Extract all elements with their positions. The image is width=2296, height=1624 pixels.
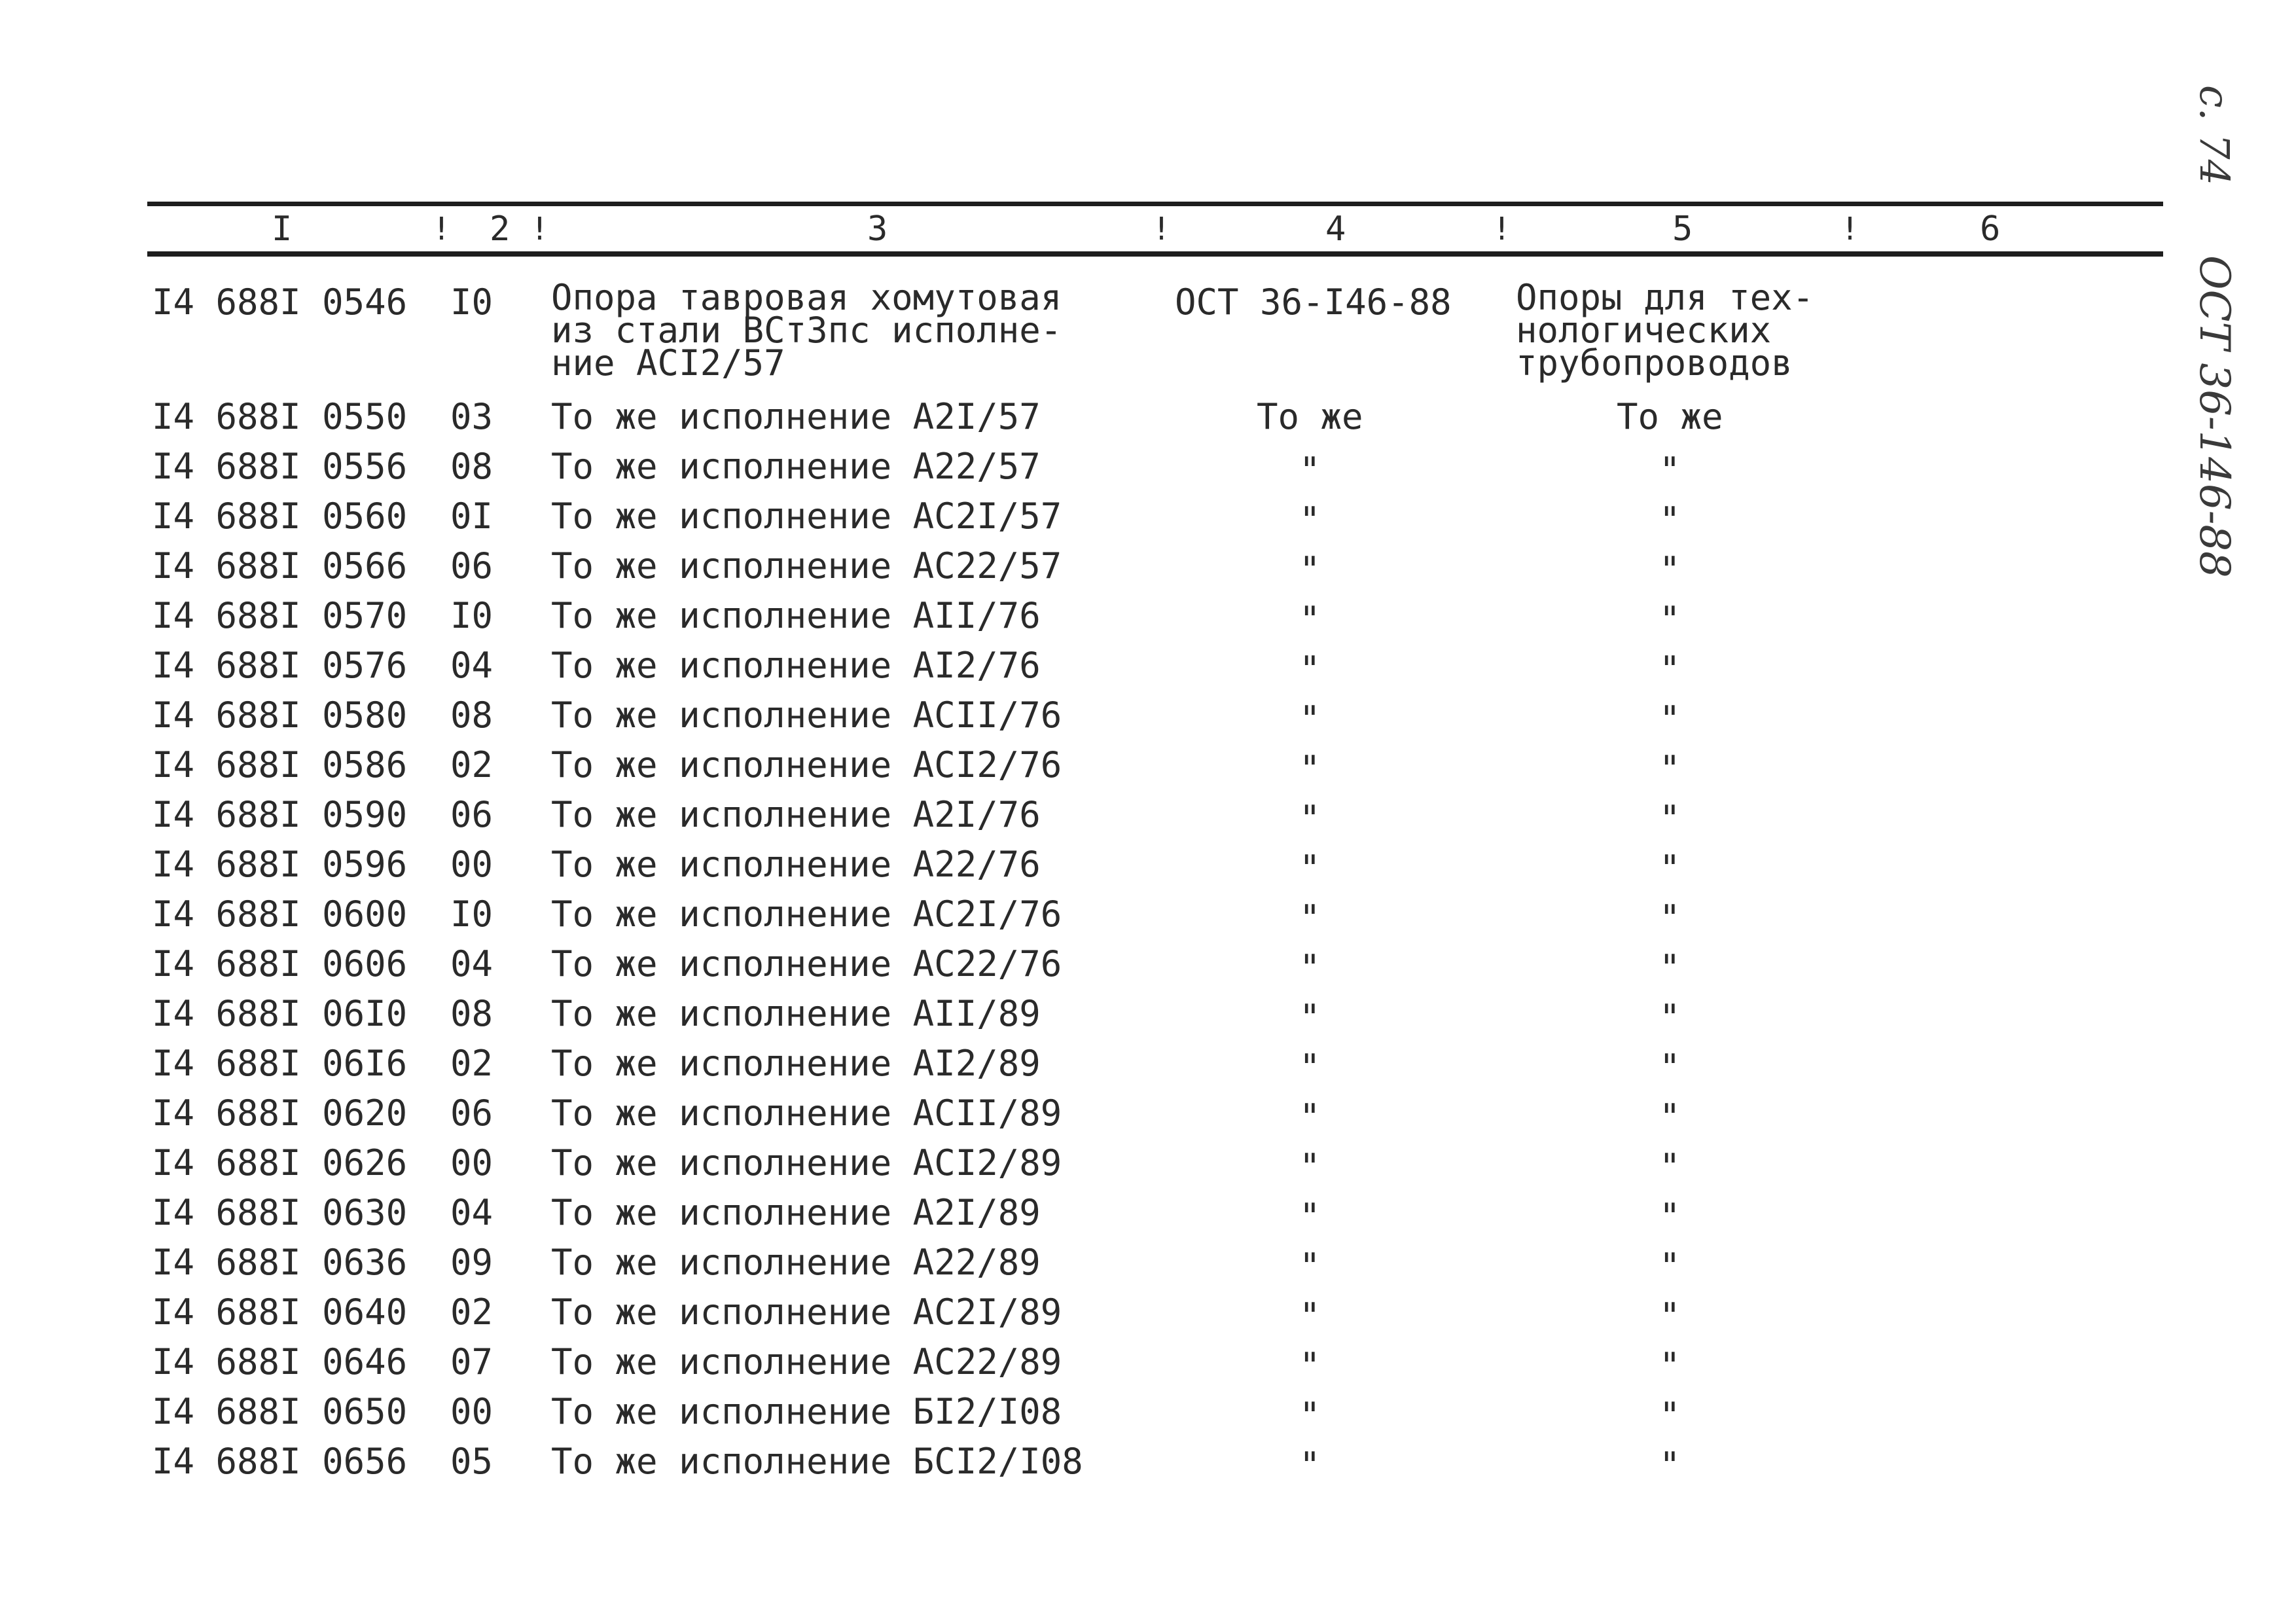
row-code: I4 688I 0650 <box>152 1391 408 1432</box>
row-name: То же исполнение АII/76 <box>551 595 1041 636</box>
row-check-digits: I0 <box>450 595 493 636</box>
row-name: То же исполнение БI2/I08 <box>551 1391 1062 1432</box>
table-row <box>0 1242 2296 1291</box>
row-check-digits: 02 <box>450 1043 493 1084</box>
row-group-ditto: " <box>1659 698 1681 740</box>
row-group-ditto: " <box>1659 1445 1681 1486</box>
table-row <box>0 1142 2296 1192</box>
row-name: То же исполнение А22/57 <box>551 446 1041 487</box>
row-name: То же исполнение АII/89 <box>551 993 1041 1034</box>
row-group-ditto: " <box>1659 1246 1681 1287</box>
row-name: То же исполнение А22/89 <box>551 1242 1041 1283</box>
header-col-2: 2 <box>490 209 511 249</box>
row-group-ditto: " <box>1659 1047 1681 1088</box>
row-code: I4 688I 0586 <box>152 744 408 785</box>
row-check-digits: 00 <box>450 1142 493 1183</box>
row-name: То же исполнение АС2I/76 <box>551 893 1062 935</box>
row-standard-ditto: " <box>1299 897 1321 939</box>
row-code: I4 688I 0590 <box>152 794 408 835</box>
row-code: I4 688I 0600 <box>152 893 408 935</box>
row-group-ditto: " <box>1659 1295 1681 1337</box>
row-group-ditto: " <box>1659 1395 1681 1436</box>
row-code: I4 688I 0560 <box>152 496 408 537</box>
row-check-digits: 06 <box>450 794 493 835</box>
page-number-stamp: с. 74 <box>2191 85 2238 186</box>
row-check-digits: I0 <box>450 281 493 323</box>
row-standard-ditto: " <box>1299 1295 1321 1337</box>
row-name: То же исполнение АС2I/57 <box>551 496 1062 537</box>
table-row <box>0 595 2296 645</box>
row-code: I4 688I 0636 <box>152 1242 408 1283</box>
row-group-ditto: " <box>1659 599 1681 640</box>
header-col-4: 4 <box>1325 209 1346 249</box>
row-standard: То же <box>1257 396 1363 437</box>
row-check-digits: 04 <box>450 1192 493 1233</box>
row-code: I4 688I 0656 <box>152 1441 408 1482</box>
row-code: I4 688I 0580 <box>152 695 408 736</box>
header-col-5: 5 <box>1672 209 1693 249</box>
row-code: I4 688I 0620 <box>152 1092 408 1134</box>
row-name: То же исполнение АСII/76 <box>551 695 1062 736</box>
row-standard-ditto: " <box>1299 997 1321 1038</box>
table-row <box>0 1441 2296 1490</box>
row-check-digits: 02 <box>450 1291 493 1333</box>
row-standard-ditto: " <box>1299 599 1321 640</box>
row-standard-ditto: " <box>1299 549 1321 590</box>
row-check-digits: 07 <box>450 1341 493 1382</box>
row-code: I4 688I 0606 <box>152 943 408 984</box>
row-group-ditto: " <box>1659 1196 1681 1237</box>
row-code: I4 688I 0626 <box>152 1142 408 1183</box>
row-group: То же <box>1617 396 1723 437</box>
row-code: I4 688I 06I6 <box>152 1043 408 1084</box>
row-group-ditto: " <box>1659 549 1681 590</box>
row-group-ditto: " <box>1659 748 1681 789</box>
row-standard-ditto: " <box>1299 499 1321 541</box>
row-check-digits: 09 <box>450 1242 493 1283</box>
table-row <box>0 545 2296 595</box>
row-name: То же исполнение БСI2/I08 <box>551 1441 1083 1482</box>
row-standard-ditto: " <box>1299 1246 1321 1287</box>
row-group-ditto: " <box>1659 1096 1681 1138</box>
header-col-1: I <box>272 209 293 249</box>
row-code: I4 688I 06I0 <box>152 993 408 1034</box>
row-standard-ditto: " <box>1299 947 1321 988</box>
table-row <box>0 1192 2296 1242</box>
row-group-ditto: " <box>1659 450 1681 491</box>
row-standard-ditto: " <box>1299 1196 1321 1237</box>
table-row <box>0 1043 2296 1092</box>
row-standard-ditto: " <box>1299 798 1321 839</box>
row-code: I4 688I 0576 <box>152 645 408 686</box>
row-code: I4 688I 0596 <box>152 844 408 885</box>
row-code: I4 688I 0550 <box>152 396 408 437</box>
row-group-ditto: " <box>1659 947 1681 988</box>
row-code: I4 688I 0566 <box>152 545 408 586</box>
row-code: I4 688I 0546 <box>152 281 408 323</box>
row-standard-ditto: " <box>1299 698 1321 740</box>
row-name: То же исполнение АI2/89 <box>551 1043 1041 1084</box>
row-check-digits: 05 <box>450 1441 493 1482</box>
row-group-ditto: " <box>1659 1146 1681 1187</box>
row-check-digits: I0 <box>450 893 493 935</box>
row-group-ditto: " <box>1659 798 1681 839</box>
row-check-digits: 03 <box>450 396 493 437</box>
row-standard-ditto: " <box>1299 1445 1321 1486</box>
row-name: То же исполнение А2I/89 <box>551 1192 1041 1233</box>
row-code: I4 688I 0630 <box>152 1192 408 1233</box>
row-check-digits: 04 <box>450 943 493 984</box>
table-row <box>0 695 2296 744</box>
row-standard-ditto: " <box>1299 1146 1321 1187</box>
table-row <box>0 277 2296 384</box>
row-standard-ditto: " <box>1299 1345 1321 1386</box>
table-row <box>0 1391 2296 1441</box>
row-standard-ditto: " <box>1299 748 1321 789</box>
row-check-digits: 00 <box>450 844 493 885</box>
row-check-digits: 06 <box>450 545 493 586</box>
document-reference-stamp: ОСТ 36-146-88 <box>2190 255 2238 578</box>
row-standard-ditto: " <box>1299 450 1321 491</box>
table-row <box>0 396 2296 446</box>
row-check-digits: 00 <box>450 1391 493 1432</box>
header-separator: ! <box>1492 211 1511 247</box>
table-row <box>0 993 2296 1043</box>
row-name: То же исполнение АС22/76 <box>551 943 1062 984</box>
row-code: I4 688I 0646 <box>152 1341 408 1382</box>
table-row <box>0 496 2296 545</box>
row-name: То же исполнение АС22/57 <box>551 545 1062 586</box>
table-row <box>0 1092 2296 1142</box>
row-code: I4 688I 0570 <box>152 595 408 636</box>
row-code: I4 688I 0556 <box>152 446 408 487</box>
row-group: Опоры для тех-нологических трубопроводов <box>1516 277 1814 384</box>
table-row <box>0 1291 2296 1341</box>
row-standard-ditto: " <box>1299 649 1321 690</box>
header-separator: ! <box>1152 211 1171 247</box>
row-name: То же исполнение АСI2/76 <box>551 744 1062 785</box>
table-row <box>0 844 2296 893</box>
row-name: То же исполнение АСI2/89 <box>551 1142 1062 1183</box>
row-check-digits: 08 <box>450 695 493 736</box>
row-standard-ditto: " <box>1299 1047 1321 1088</box>
table-row <box>0 893 2296 943</box>
row-name: То же исполнение АI2/76 <box>551 645 1041 686</box>
row-check-digits: 0I <box>450 496 493 537</box>
header-top-rule <box>147 202 2163 206</box>
table-row <box>0 645 2296 695</box>
row-name: То же исполнение А22/76 <box>551 844 1041 885</box>
header-bottom-rule <box>147 251 2163 257</box>
row-standard: ОСТ 36-I46-88 <box>1175 281 1452 323</box>
row-check-digits: 08 <box>450 446 493 487</box>
row-group-ditto: " <box>1659 649 1681 690</box>
row-group-ditto: " <box>1659 499 1681 541</box>
table-row <box>0 744 2296 794</box>
table-row <box>0 794 2296 844</box>
row-name: То же исполнение АСII/89 <box>551 1092 1062 1134</box>
row-standard-ditto: " <box>1299 1395 1321 1436</box>
header-separator: ! <box>530 211 549 247</box>
header-col-3: 3 <box>867 209 888 249</box>
row-name: То же исполнение А2I/57 <box>551 396 1041 437</box>
row-name: То же исполнение АС22/89 <box>551 1341 1062 1382</box>
table-row <box>0 446 2296 496</box>
row-group-ditto: " <box>1659 1345 1681 1386</box>
header-separator: ! <box>1840 211 1859 247</box>
row-standard-ditto: " <box>1299 1096 1321 1138</box>
row-group-ditto: " <box>1659 997 1681 1038</box>
row-check-digits: 02 <box>450 744 493 785</box>
header-separator: ! <box>432 211 451 247</box>
table-row <box>0 943 2296 993</box>
row-name: Опора тавровая хомутовая из стали ВСт3пс исполне-ние АСI2/57 <box>551 277 1062 384</box>
table-row <box>0 1341 2296 1391</box>
row-code: I4 688I 0640 <box>152 1291 408 1333</box>
row-group-ditto: " <box>1659 848 1681 889</box>
row-name: То же исполнение АС2I/89 <box>551 1291 1062 1333</box>
row-check-digits: 06 <box>450 1092 493 1134</box>
header-col-6: 6 <box>1980 209 2001 249</box>
row-standard-ditto: " <box>1299 848 1321 889</box>
row-check-digits: 08 <box>450 993 493 1034</box>
row-check-digits: 04 <box>450 645 493 686</box>
row-group-ditto: " <box>1659 897 1681 939</box>
row-name: То же исполнение А2I/76 <box>551 794 1041 835</box>
